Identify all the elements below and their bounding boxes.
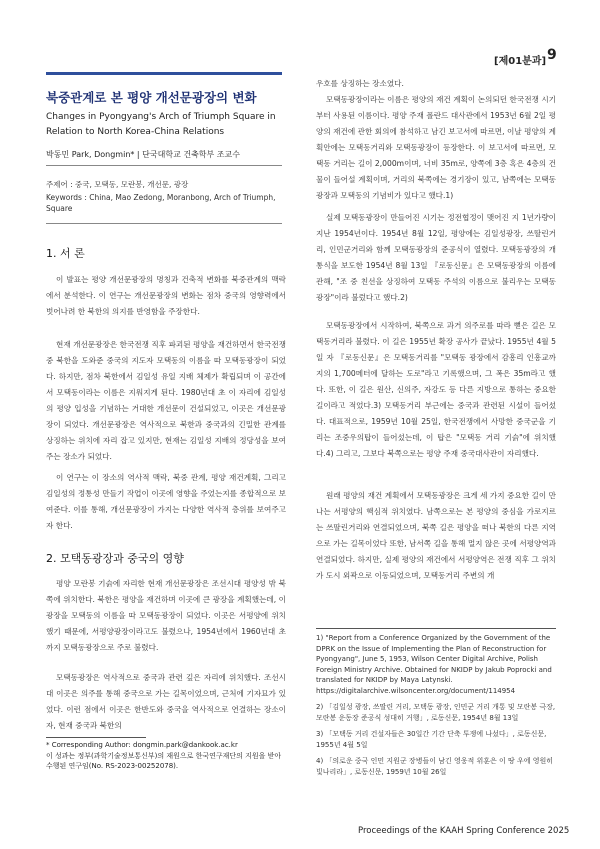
left-paragraph: 현재 개선문광장은 한국전쟁 직후 파괴된 평양을 재건하면서 한국전쟁 중 북한을 도와준 중국의 지도자 모택동의 이름을 따 모택동광장이 되었다. 하지만, 점차 북한에서 김일성 유일 지배 체제가 확립되며 이 공간에서 모택동이라는 이름은 지워지게 된다. 1980년대 초 이 자리에 김일성의 평양 입성을 기념하는 거대한 개선문이 건설되었고, 이곳은 개선문광장이 되었다. 개선문광장은 역사적으로 북한과 중국과의 긴밀한 관계를 상징하는 위치에 자리 잡고 있지만, 현재는 김일성 지배의 정당성을 보여주는 장소가 되었다. (46, 340, 286, 461)
rule-under-author (46, 165, 282, 166)
left-paragraph: 이 발표는 평양 개선문광장의 명칭과 건축적 변화를 북중관계의 맥락에서 분석한다. 이 연구는 개선문광장의 변화는 점차 중국의 영향력에서 벗어나려 한 북한의 의지를 반영함을 주장한다. (46, 275, 286, 316)
footnote-3: 3) 「모택동 거리 건설자들은 30일간 기간 단축 투쟁에 나섰다」, 로동신문, 1955년 4월 5일 (316, 730, 547, 749)
section-intro-title: 1. 서 론 (46, 247, 85, 260)
title-english: Changes in Pyongyang's Arch of Triumph Square in Relation to North Korea-China Relations (46, 112, 276, 137)
right-paragraph: 우호를 상징하는 장소였다. (316, 79, 404, 88)
section-2-title: 2. 모택동광장과 중국의 영향 (46, 552, 184, 565)
correspondence-rule (46, 737, 146, 738)
rule-under-keywords (46, 223, 282, 224)
right-paragraph: 모택동광장에서 시작하여, 북쪽으로 과거 의주로를 따라 뻗은 길은 모택동거리라 불렸다. 이 길은 1955년 확장 공사가 끝났다. 1955년 4월 5일 자 『로동신문』은 모택동거리를 "모택동 광장에서 감흥리 인흥교까지의 1,700메터에 달하는 도로"라고 기록했으며, 그 폭은 35m라고 했다. 또한, 이 길은 원산, 신의주, 자강도 등 다른 지방으로 통하는 중요한 길이라고 적었다.3) 모택동거리 부근에는 중국과 관련된 시설이 들어섰다. 대표적으로, 1959년 10월 25일, 한국전쟁에서 사망한 중국군을 기리는 조중우의탑이 들어섰는데, 이 탑은 "모택동 거리 기슭"에 위치했다.4) 그리고, 그보다 북쪽으로는 평양 주재 중국대사관이 자리했다. (316, 321, 556, 458)
author-line: 박동민 Park, Dongmin* | 단국대학교 건축학부 조교수 (46, 150, 240, 159)
right-paragraph: 원래 평양의 재건 계획에서 모택동광장은 크게 세 가지 중요한 길이 만나는 서평양의 핵심적 위치였다. 남쪽으로는 본 평양의 중심을 가로지르는 쓰딸린거리와 연결되었으며, 북쪽 길은 평양을 떠나 북한의 다른 지역으로 가는 길목이었다 또한, 남서쪽 길을 통해 멀지 않은 곳에 서평양역과 연결되었다. 하지만, 실제 평양의 재건에서 서평양역은 전쟁 직후 그 위치가 도시 외곽으로 이동되었으며, 모택동거리 주변의 개 (316, 491, 556, 580)
page-number: 9 (547, 47, 557, 63)
right-paragraph: 실제 모택동광장이 만들어진 시기는 정전협정이 맺어진 지 1년가량이 지난 1954년이다. 1954년 8월 12일, 평양에는 김일성광장, 쓰딸린거리, 인민군거리와 함께 모택동광장의 준공식이 열렸다. 모택동광장의 개통식을 보도한 1954년 8월 13일 『로동신문』은 모택동광장의 이름에 관해, "조 중 친선을 상징하여 모택동 주석의 이름으로 불리우는 모택동 광장"이라 불렀다고 했다.2) (316, 213, 556, 302)
keywords-english: Keywords : China, Mao Zedong, Moranbong, Arch of Triumph, Square (46, 193, 276, 213)
title-korean: 북중관계로 본 평양 개선문광장의 변화 (46, 90, 257, 105)
title-top-rule (46, 72, 282, 75)
footnotes (316, 633, 556, 777)
right-paragraph: 모택동광장이라는 이름은 평양의 재건 계획이 논의되던 한국전쟁 시기부터 사용된 이름이다. 평양 주재 폴란드 대사관에서 1953년 6월 2일 평양의 재건에 관한 회의에 참석하고 남긴 보고서에 따르면, 이날 평양의 계획안에는 모택동거리와 모택동광장이 등장한다. 이 보고서에 따르면, 모택동 거리는 길이 2,000m이며, 너비 35m로, 양쪽에 3층 혹은 4층의 건물이 들어설 계획이며, 거리의 북쪽에는 경기장이 있고, 남쪽에는 모택동광장과 모택동의 기념비가 있다고 했다.1) (316, 95, 556, 200)
corresponding-author: * Corresponding Author: dongmin.park@dankook.ac.kr (46, 741, 238, 749)
footer-proceedings: Proceedings of the KAAH Spring Conference 2025 (358, 826, 570, 836)
footnote-2: 2) 「김일성 광장, 쓰딸린 거리, 모택동 광장, 인민군 거리 개통 및 모란봉 극장, 모란봉 운동장 준공식 성대히 거행」, 로동신문, 1954년 8월 13일 (316, 703, 556, 722)
footnote-rule (316, 628, 556, 629)
keywords-korean: 주제어 : 중국, 모택동, 모란봉, 개선문, 광장 (46, 180, 189, 189)
left-paragraph: 평양 모란봉 기슭에 자리한 현재 개선문광장은 조선시대 평양성 밖 북쪽에 위치한다. 북한은 평양을 재건하며 이곳에 큰 광장을 계획했는데, 이 광장을 모택동의 이름을 따 모택동광장이 되었다. 이곳은 서평양에 위치했기 때문에, 서평양광장이라고도 불렸으나, 1954년에서 1960년대 초까지 모택동광장으로 주로 불렸다. (46, 579, 286, 652)
correspondence-note (46, 740, 282, 772)
left-paragraph: 이 연구는 이 장소의 역사적 맥락, 북중 관계, 평양 재건계획, 그리고 김일성의 정통성 만들기 작업이 이곳에 영향을 주었는지를 종합적으로 보여준다. 이를 통해, 개선문광장이 가지는 다양한 역사적 층위를 보여주고자 한다. (46, 473, 286, 530)
funding-note: 이 성과는 정부(과학기술정보통신부)의 재원으로 한국연구재단의 지원을 받아 수행된 연구임(No. RS-2023-00252078). (46, 751, 282, 770)
left-paragraph: 모택동광장은 역사적으로 중국과 관련 깊은 자리에 위치했다. 조선시대 이곳은 의주를 통해 중국으로 가는 길목이었으며, 근처에 기자묘가 있었다. 이런 점에서 이곳은 한반도와 중국을 역사적으로 연결하는 장소이자, 현재 중국과 북한의 (46, 673, 286, 730)
footnote-1: 1) "Report from a Conference Organized by the Government of the DPRK on the Issue of Implementing the Plan of Reconstruction for Pyongyang", June 5, 1953, Wilson Center Digital Archive, Polish Foreign Ministry Archive. Obtained for NKIDP by Jakub Poprocki and translated for NKIDP by Maya Latynski. https://digitalarchive.wilsoncenter.org/document/114954 (316, 634, 552, 695)
header-session: [제01분과] (494, 56, 547, 67)
footnote-4: 4) 「의로운 중국 인민 지원군 장병들이 남긴 영웅적 위훈은 이 땅 우에 영원히 빛나리라」, 로동신문, 1959년 10월 26일 (316, 757, 553, 776)
